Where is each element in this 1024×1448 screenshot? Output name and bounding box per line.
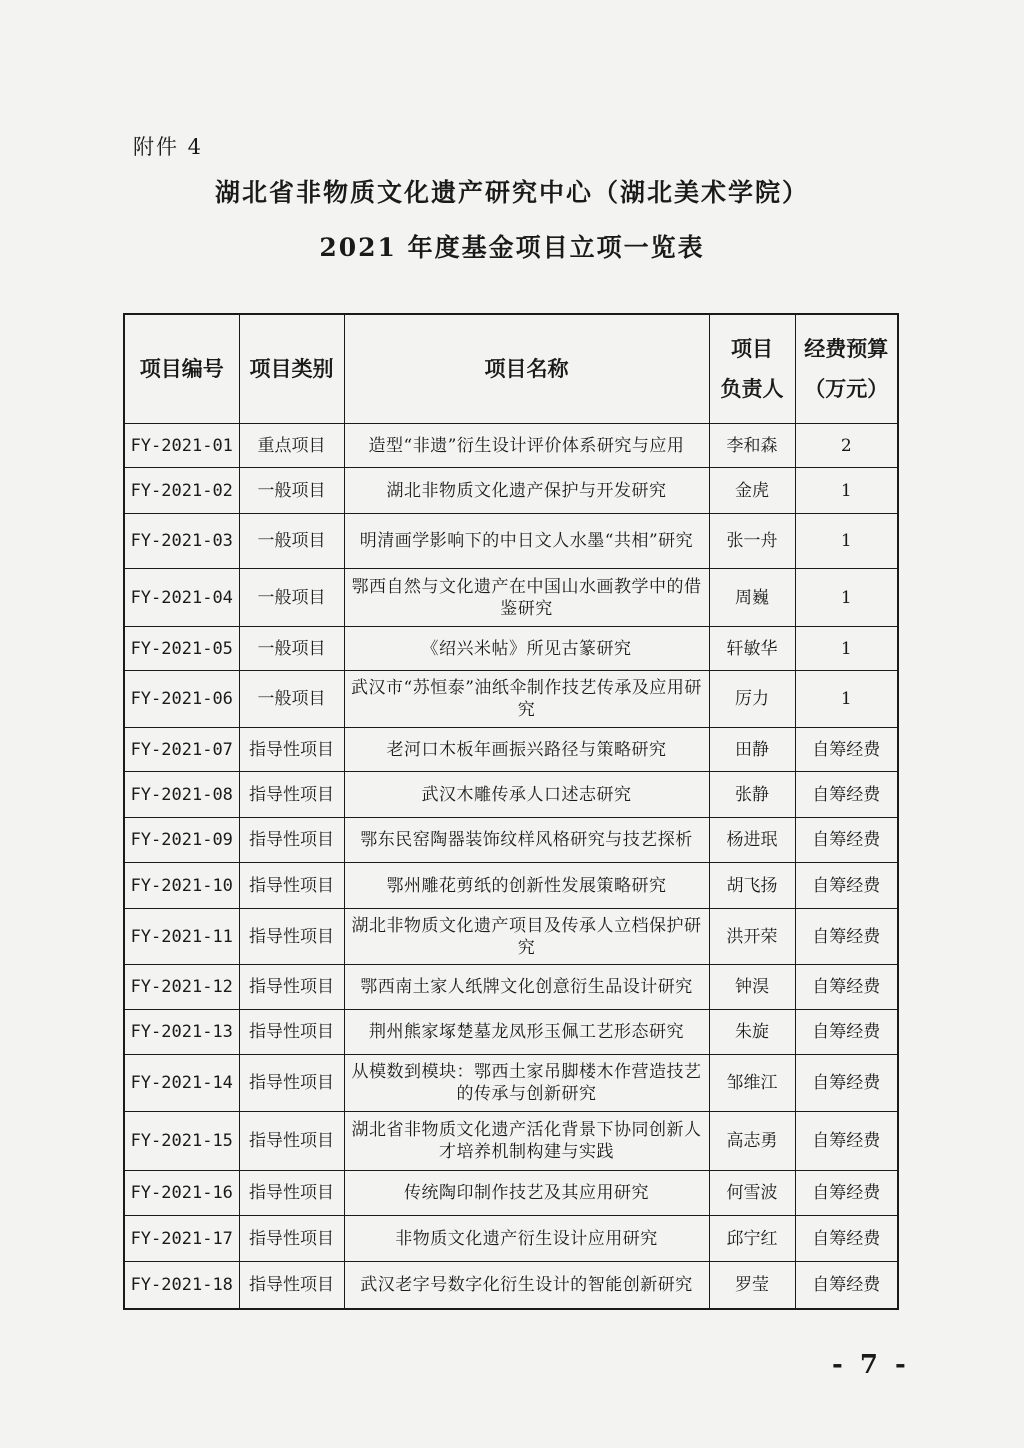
cell-category: 指导性项目 bbox=[239, 1216, 344, 1262]
cell-category: 指导性项目 bbox=[239, 965, 344, 1010]
cell-code: FY-2021-08 bbox=[124, 772, 239, 818]
cell-code: FY-2021-16 bbox=[124, 1171, 239, 1216]
table-row bbox=[124, 1112, 898, 1171]
table-row bbox=[124, 1055, 898, 1112]
cell-name: 非物质文化遗产衍生设计应用研究 bbox=[344, 1216, 709, 1262]
cell-leader: 高志勇 bbox=[709, 1112, 795, 1171]
cell-code: FY-2021-03 bbox=[124, 514, 239, 569]
cell-name: 武汉市“苏恒泰”油纸伞制作技艺传承及应用研究 bbox=[344, 671, 709, 728]
attachment-label: 附件 4 bbox=[133, 135, 204, 159]
cell-budget: 自筹经费 bbox=[795, 909, 898, 965]
cell-budget: 自筹经费 bbox=[795, 1055, 898, 1112]
cell-name: 荆州熊家塚楚墓龙凤形玉佩工艺形态研究 bbox=[344, 1010, 709, 1055]
cell-leader: 李和森 bbox=[709, 424, 795, 468]
table-row bbox=[124, 965, 898, 1010]
cell-code: FY-2021-02 bbox=[124, 468, 239, 514]
cell-leader: 周巍 bbox=[709, 569, 795, 627]
cell-budget: 自筹经费 bbox=[795, 1112, 898, 1171]
table-header-row bbox=[124, 314, 898, 424]
table-row bbox=[124, 468, 898, 514]
cell-budget: 自筹经费 bbox=[795, 1171, 898, 1216]
cell-category: 指导性项目 bbox=[239, 1055, 344, 1112]
cell-budget: 自筹经费 bbox=[795, 1262, 898, 1309]
cell-code: FY-2021-15 bbox=[124, 1112, 239, 1171]
cell-budget: 1 bbox=[795, 468, 898, 514]
cell-leader: 何雪波 bbox=[709, 1171, 795, 1216]
cell-name: 武汉木雕传承人口述志研究 bbox=[344, 772, 709, 818]
cell-category: 一般项目 bbox=[239, 514, 344, 569]
header-leader-line1: 项目 bbox=[731, 336, 773, 361]
cell-code: FY-2021-04 bbox=[124, 569, 239, 627]
header-category: 项目类别 bbox=[239, 314, 344, 424]
cell-code: FY-2021-17 bbox=[124, 1216, 239, 1262]
cell-budget: 1 bbox=[795, 514, 898, 569]
cell-leader: 钟淏 bbox=[709, 965, 795, 1010]
cell-category: 指导性项目 bbox=[239, 1262, 344, 1309]
cell-leader: 朱旋 bbox=[709, 1010, 795, 1055]
cell-category: 指导性项目 bbox=[239, 863, 344, 909]
cell-category: 指导性项目 bbox=[239, 772, 344, 818]
table-row bbox=[124, 514, 898, 569]
project-table bbox=[123, 313, 899, 1310]
header-name: 项目名称 bbox=[344, 314, 709, 424]
header-leader-line2: 负责人 bbox=[720, 376, 784, 401]
table-row bbox=[124, 909, 898, 965]
cell-budget: 自筹经费 bbox=[795, 1216, 898, 1262]
header-budget-line1: 经费预算 bbox=[804, 336, 889, 361]
cell-leader: 邹维江 bbox=[709, 1055, 795, 1112]
cell-budget: 2 bbox=[795, 424, 898, 468]
cell-leader: 邱宁红 bbox=[709, 1216, 795, 1262]
table-row bbox=[124, 1262, 898, 1309]
cell-leader: 轩敏华 bbox=[709, 627, 795, 671]
cell-code: FY-2021-13 bbox=[124, 1010, 239, 1055]
cell-code: FY-2021-18 bbox=[124, 1262, 239, 1309]
cell-budget: 自筹经费 bbox=[795, 863, 898, 909]
table-row bbox=[124, 863, 898, 909]
table-row bbox=[124, 818, 898, 863]
table-row bbox=[124, 728, 898, 772]
cell-name: 从模数到模块：鄂西土家吊脚楼木作营造技艺的传承与创新研究 bbox=[344, 1055, 709, 1112]
document-title: 湖北省非物质文化遗产研究中心（湖北美术学院） bbox=[214, 178, 809, 207]
table-row bbox=[124, 424, 898, 468]
cell-leader: 罗莹 bbox=[709, 1262, 795, 1309]
cell-name: 鄂西南土家人纸牌文化创意衍生品设计研究 bbox=[344, 965, 709, 1010]
table-row bbox=[124, 772, 898, 818]
document-subtitle: 2021 年度基金项目立项一览表 bbox=[319, 233, 705, 262]
cell-code: FY-2021-14 bbox=[124, 1055, 239, 1112]
cell-name: 鄂州雕花剪纸的创新性发展策略研究 bbox=[344, 863, 709, 909]
cell-name: 湖北省非物质文化遗产活化背景下协同创新人才培养机制构建与实践 bbox=[344, 1112, 709, 1171]
cell-category: 指导性项目 bbox=[239, 728, 344, 772]
cell-budget: 自筹经费 bbox=[795, 1010, 898, 1055]
cell-budget: 自筹经费 bbox=[795, 772, 898, 818]
cell-category: 指导性项目 bbox=[239, 1010, 344, 1055]
table-body bbox=[124, 424, 898, 1309]
header-leader bbox=[709, 314, 795, 424]
header-budget-line2: （万元） bbox=[804, 376, 889, 401]
cell-category: 指导性项目 bbox=[239, 1171, 344, 1216]
cell-category: 指导性项目 bbox=[239, 1112, 344, 1171]
cell-code: FY-2021-11 bbox=[124, 909, 239, 965]
cell-name: 武汉老字号数字化衍生设计的智能创新研究 bbox=[344, 1262, 709, 1309]
cell-name: 湖北非物质文化遗产保护与开发研究 bbox=[344, 468, 709, 514]
cell-name: 《绍兴米帖》所见古篆研究 bbox=[344, 627, 709, 671]
cell-code: FY-2021-07 bbox=[124, 728, 239, 772]
table-row bbox=[124, 1010, 898, 1055]
cell-code: FY-2021-05 bbox=[124, 627, 239, 671]
cell-name: 鄂东民窑陶器装饰纹样风格研究与技艺探析 bbox=[344, 818, 709, 863]
cell-name: 鄂西自然与文化遗产在中国山水画教学中的借鉴研究 bbox=[344, 569, 709, 627]
cell-category: 指导性项目 bbox=[239, 818, 344, 863]
cell-budget: 1 bbox=[795, 627, 898, 671]
cell-leader: 厉力 bbox=[709, 671, 795, 728]
table-row bbox=[124, 671, 898, 728]
cell-name: 明清画学影响下的中日文人水墨“共相”研究 bbox=[344, 514, 709, 569]
cell-leader: 田静 bbox=[709, 728, 795, 772]
cell-category: 指导性项目 bbox=[239, 909, 344, 965]
table-row bbox=[124, 1171, 898, 1216]
cell-leader: 胡飞扬 bbox=[709, 863, 795, 909]
cell-code: FY-2021-09 bbox=[124, 818, 239, 863]
cell-budget: 1 bbox=[795, 569, 898, 627]
cell-name: 造型“非遗”衍生设计评价体系研究与应用 bbox=[344, 424, 709, 468]
cell-category: 一般项目 bbox=[239, 468, 344, 514]
table-row bbox=[124, 627, 898, 671]
page-number: - 7 - bbox=[832, 1350, 910, 1380]
table-row bbox=[124, 1216, 898, 1262]
cell-leader: 张一舟 bbox=[709, 514, 795, 569]
cell-budget: 自筹经费 bbox=[795, 965, 898, 1010]
cell-category: 重点项目 bbox=[239, 424, 344, 468]
cell-leader: 张静 bbox=[709, 772, 795, 818]
cell-code: FY-2021-06 bbox=[124, 671, 239, 728]
cell-category: 一般项目 bbox=[239, 671, 344, 728]
cell-leader: 洪开荣 bbox=[709, 909, 795, 965]
cell-code: FY-2021-10 bbox=[124, 863, 239, 909]
cell-leader: 杨进珉 bbox=[709, 818, 795, 863]
cell-name: 老河口木板年画振兴路径与策略研究 bbox=[344, 728, 709, 772]
cell-category: 一般项目 bbox=[239, 569, 344, 627]
cell-category: 一般项目 bbox=[239, 627, 344, 671]
cell-leader: 金虎 bbox=[709, 468, 795, 514]
cell-name: 湖北非物质文化遗产项目及传承人立档保护研究 bbox=[344, 909, 709, 965]
cell-budget: 1 bbox=[795, 671, 898, 728]
table-row bbox=[124, 569, 898, 627]
header-budget bbox=[795, 314, 898, 424]
header-code: 项目编号 bbox=[124, 314, 239, 424]
cell-budget: 自筹经费 bbox=[795, 818, 898, 863]
cell-code: FY-2021-01 bbox=[124, 424, 239, 468]
cell-code: FY-2021-12 bbox=[124, 965, 239, 1010]
cell-name: 传统陶印制作技艺及其应用研究 bbox=[344, 1171, 709, 1216]
cell-budget: 自筹经费 bbox=[795, 728, 898, 772]
